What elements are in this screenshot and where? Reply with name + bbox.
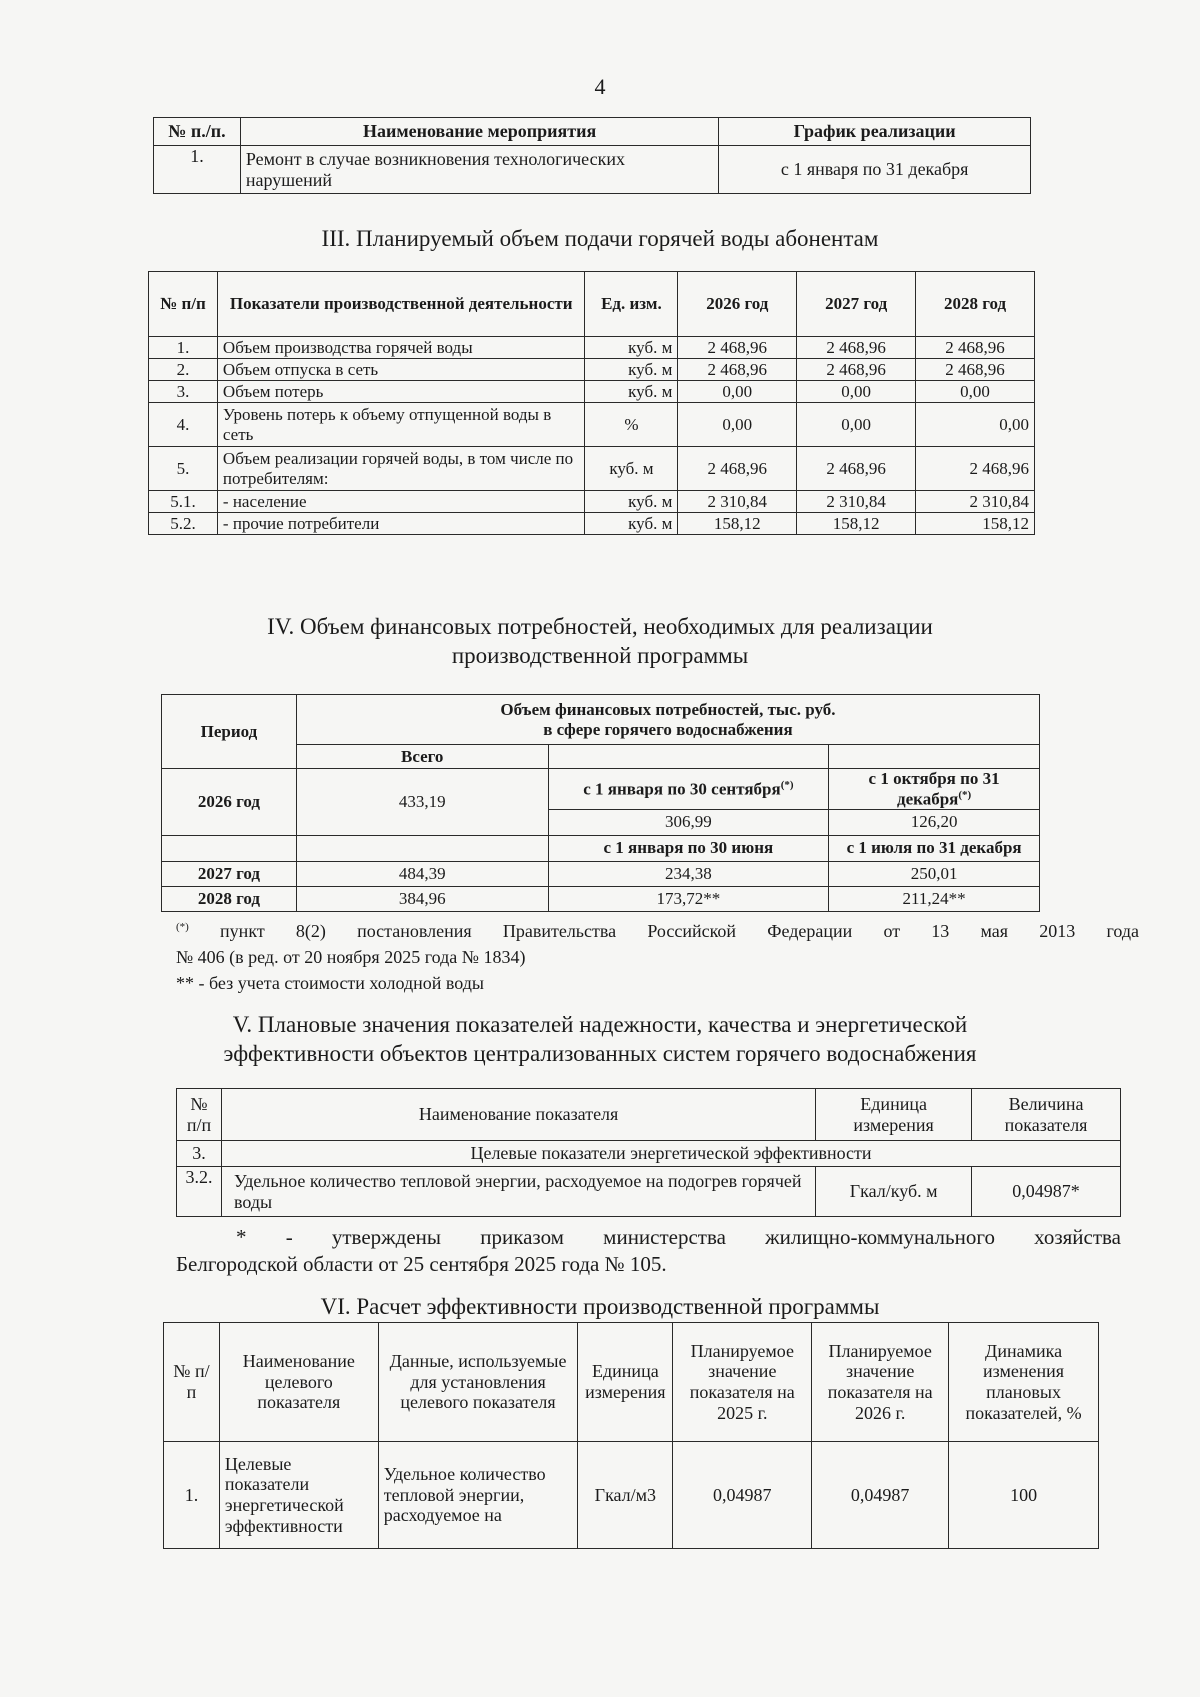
section-4-title-line1: IV. Объем финансовых потребностей, необходимых для реализации bbox=[267, 614, 933, 639]
col-header: Наименование целевого показателя bbox=[219, 1323, 378, 1442]
footnote-mark: (*) bbox=[780, 778, 794, 791]
footnote-3 bbox=[176, 1224, 1121, 1279]
table-cell: 0,00 bbox=[678, 403, 797, 447]
total-value: 433,19 bbox=[296, 769, 548, 836]
table-row bbox=[149, 381, 1035, 403]
table-cell: 3.2. bbox=[177, 1167, 222, 1217]
table-cell: 0,04987 bbox=[673, 1442, 812, 1549]
col-header: Динамика изменения плановых показателей, % bbox=[949, 1323, 1099, 1442]
table-row bbox=[149, 513, 1035, 535]
col-header: Наименование показателя bbox=[221, 1089, 815, 1141]
col-header: Единица измерения bbox=[816, 1089, 972, 1141]
subperiod-header-text: с 1 января по 30 сентября bbox=[583, 779, 781, 799]
footnote-1 bbox=[176, 920, 1139, 943]
reliability-table bbox=[176, 1088, 1121, 1217]
table-cell: 2 468,96 bbox=[916, 359, 1035, 381]
table-cell: 1. bbox=[149, 337, 218, 359]
page-number: 4 bbox=[594, 74, 606, 99]
subperiod-value: 211,24** bbox=[829, 886, 1040, 911]
table-cell: куб. м bbox=[585, 491, 678, 513]
col-header: Величина показателя bbox=[972, 1089, 1121, 1141]
table-cell: Уровень потерь к объему отпущенной воды в сеть bbox=[217, 403, 585, 447]
col-header: 2027 год bbox=[797, 272, 916, 337]
table-cell: 4. bbox=[149, 403, 218, 447]
table-cell: 2 310,84 bbox=[797, 491, 916, 513]
subperiod-header bbox=[548, 769, 829, 810]
table-cell: с 1 января по 31 декабря bbox=[719, 146, 1031, 194]
section-5-title bbox=[0, 1011, 1200, 1069]
footnote-2: ** - без учета стоимости холодной воды bbox=[176, 973, 485, 993]
col-header: № п/п bbox=[164, 1323, 220, 1442]
table-cell: Целевые показатели энергетической эффективности bbox=[219, 1442, 378, 1549]
table-cell: 2 310,84 bbox=[678, 491, 797, 513]
table-cell: 100 bbox=[949, 1442, 1099, 1549]
table-cell: 0,00 bbox=[916, 381, 1035, 403]
table-group-label: Целевые показатели энергетической эффективности bbox=[221, 1141, 1120, 1167]
total-value: 384,96 bbox=[296, 886, 548, 911]
table-cell: 0,00 bbox=[678, 381, 797, 403]
subperiod-header-text: с 1 октября по 31 декабря bbox=[868, 769, 1000, 809]
table-row bbox=[149, 447, 1035, 491]
section-5-title-line2: эффективности объектов централизованных систем горячего водоснабжения bbox=[223, 1040, 977, 1066]
table-cell: 0,00 bbox=[797, 381, 916, 403]
subperiod-value: 306,99 bbox=[548, 809, 829, 835]
table-cell: 0,04987 bbox=[812, 1442, 949, 1549]
table-cell: 2 468,96 bbox=[678, 359, 797, 381]
footnote-1-line2: № 406 (в ред. от 20 ноября 2025 года № 1834) bbox=[176, 947, 526, 967]
water-supply-table bbox=[148, 271, 1035, 535]
table-header-row bbox=[177, 1089, 1121, 1141]
table-cell: 2 468,96 bbox=[916, 337, 1035, 359]
col-header: Данные, используемые для установления целевого показателя bbox=[378, 1323, 578, 1442]
section-3-title: III. Планируемый объем подачи горячей воды абонентам bbox=[321, 226, 879, 251]
table-cell: Удельное количество тепловой энергии, расходуемое на подогрев горячей воды bbox=[221, 1167, 815, 1217]
table-cell: 2 468,96 bbox=[797, 337, 916, 359]
table-cell: Объем реализации горячей воды, в том числе по потребителям: bbox=[217, 447, 585, 491]
total-value: 484,39 bbox=[296, 861, 548, 886]
section-6-title: VI. Расчет эффективности производственной программы bbox=[320, 1294, 880, 1319]
empty-cell bbox=[548, 745, 829, 769]
table-row bbox=[149, 359, 1035, 381]
table-cell: Ремонт в случае возникновения технологических нарушений bbox=[240, 146, 718, 194]
col-header: Единица измерения bbox=[578, 1323, 673, 1442]
efficiency-table bbox=[163, 1322, 1099, 1549]
row-year: 2026 год bbox=[162, 769, 297, 836]
table-cell: 158,12 bbox=[916, 513, 1035, 535]
table-cell: 158,12 bbox=[678, 513, 797, 535]
empty-cell bbox=[162, 835, 297, 861]
col-header-total: Всего bbox=[296, 745, 548, 769]
table-header-row bbox=[164, 1323, 1099, 1442]
table-cell: Гкал/куб. м bbox=[816, 1167, 972, 1217]
section-4-title bbox=[0, 613, 1200, 671]
row-year: 2028 год bbox=[162, 886, 297, 911]
col-header-financial bbox=[296, 695, 1039, 745]
table-header-row bbox=[149, 272, 1035, 337]
table-cell: 158,12 bbox=[797, 513, 916, 535]
subperiod-value: 173,72** bbox=[548, 886, 829, 911]
table-cell: - население bbox=[217, 491, 585, 513]
table-cell: - прочие потребители bbox=[217, 513, 585, 535]
table-cell: 2 468,96 bbox=[678, 337, 797, 359]
table-row bbox=[149, 403, 1035, 447]
footnote-3-line2: Белгородской области от 25 сентября 2025 года № 105. bbox=[176, 1252, 667, 1277]
col-header: № п/п bbox=[177, 1089, 222, 1141]
col-header: № п./п. bbox=[154, 118, 241, 146]
footnote-mark: (*) bbox=[958, 788, 972, 801]
table-cell: 2 468,96 bbox=[916, 447, 1035, 491]
table-cell: 1. bbox=[164, 1442, 220, 1549]
table-cell: 2 468,96 bbox=[797, 447, 916, 491]
table-cell: куб. м bbox=[585, 381, 678, 403]
subperiod-header: с 1 января по 30 июня bbox=[548, 835, 829, 861]
table-cell: 3. bbox=[177, 1141, 222, 1167]
table-cell: куб. м bbox=[585, 513, 678, 535]
section-4-title-line2: производственной программы bbox=[451, 642, 749, 668]
table-row bbox=[149, 337, 1035, 359]
table-cell: 0,00 bbox=[797, 403, 916, 447]
col-header: Планируемое значение показателя на 2025 г. bbox=[673, 1323, 812, 1442]
footnote-1-text: пункт 8(2) постановления Правительства Российской Федерации от 13 мая 2013 года bbox=[220, 921, 1140, 941]
footnote-1-line1 bbox=[176, 920, 1139, 943]
table-cell: куб. м bbox=[585, 359, 678, 381]
table-row bbox=[177, 1167, 1121, 1217]
table-cell: Объем потерь bbox=[217, 381, 585, 403]
footnote-3-line1: * - утверждены приказом министерства жилищно-коммунального хозяйства bbox=[236, 1225, 1121, 1249]
table-cell: 0,04987* bbox=[972, 1167, 1121, 1217]
col-header-financial-line1: Объем финансовых потребностей, тыс. руб. bbox=[500, 699, 836, 719]
subperiod-value: 126,20 bbox=[829, 809, 1040, 835]
table-cell: Объем производства горячей воды bbox=[217, 337, 585, 359]
table-cell: 5.2. bbox=[149, 513, 218, 535]
empty-cell bbox=[296, 835, 548, 861]
col-header: График реализации bbox=[719, 118, 1031, 146]
table-cell: Объем отпуска в сеть bbox=[217, 359, 585, 381]
col-header-period: Период bbox=[162, 695, 297, 769]
footnote-mark: (*) bbox=[176, 921, 189, 933]
subperiod-value: 234,38 bbox=[548, 861, 829, 886]
col-header: Показатели производственной деятельности bbox=[217, 272, 585, 337]
col-header-financial-line2: в сфере горячего водоснабжения bbox=[543, 719, 793, 739]
table-cell: 2 468,96 bbox=[678, 447, 797, 491]
table-cell: 1. bbox=[154, 146, 241, 194]
col-header: 2028 год bbox=[916, 272, 1035, 337]
table-cell: 5.1. bbox=[149, 491, 218, 513]
table-cell: Удельное количество тепловой энергии, расходуемое на bbox=[378, 1442, 578, 1549]
col-header: Наименование мероприятия bbox=[240, 118, 718, 146]
col-header: Планируемое значение показателя на 2026 г. bbox=[812, 1323, 949, 1442]
table-cell: куб. м bbox=[585, 447, 678, 491]
table-row bbox=[164, 1442, 1099, 1549]
table-cell: 3. bbox=[149, 381, 218, 403]
table-cell: Гкал/м3 bbox=[578, 1442, 673, 1549]
table-row bbox=[154, 146, 1031, 194]
table-cell: 2 310,84 bbox=[916, 491, 1035, 513]
table-row bbox=[149, 491, 1035, 513]
subperiod-header bbox=[829, 769, 1040, 810]
subperiod-value: 250,01 bbox=[829, 861, 1040, 886]
table-header-row bbox=[154, 118, 1031, 146]
empty-cell bbox=[829, 745, 1040, 769]
section-5-title-line1: V. Плановые значения показателей надежности, качества и энергетической bbox=[232, 1012, 968, 1037]
col-header: Ед. изм. bbox=[585, 272, 678, 337]
table-cell: 2. bbox=[149, 359, 218, 381]
table-cell: 0,00 bbox=[916, 403, 1035, 447]
activities-table bbox=[153, 117, 1031, 194]
col-header: № п/п bbox=[149, 272, 218, 337]
table-cell: % bbox=[585, 403, 678, 447]
table-cell: куб. м bbox=[585, 337, 678, 359]
row-year: 2027 год bbox=[162, 861, 297, 886]
subperiod-header: с 1 июля по 31 декабря bbox=[829, 835, 1040, 861]
financial-needs-table bbox=[161, 694, 1040, 912]
col-header: 2026 год bbox=[678, 272, 797, 337]
table-cell: 5. bbox=[149, 447, 218, 491]
table-group-row bbox=[177, 1141, 1121, 1167]
table-cell: 2 468,96 bbox=[797, 359, 916, 381]
